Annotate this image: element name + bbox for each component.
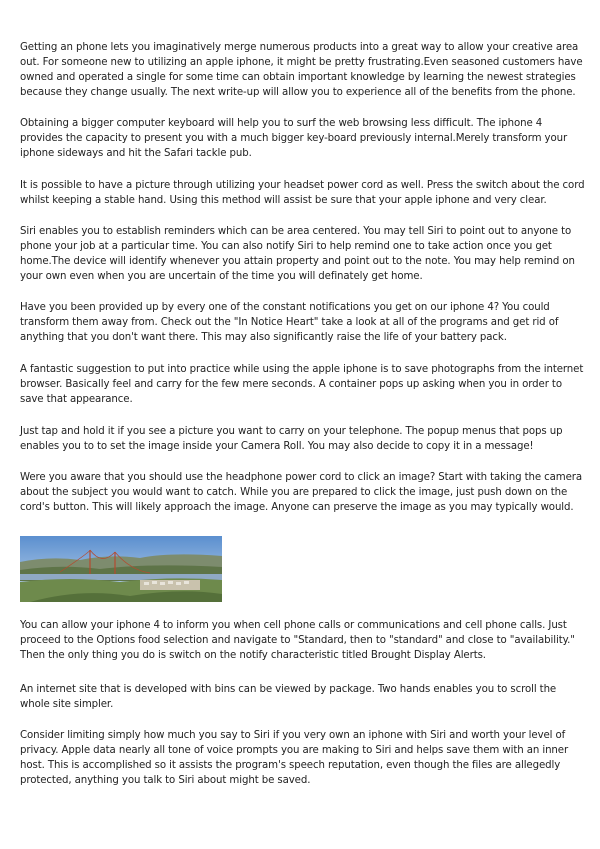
paragraph-notifications: Have you been provided up by every one of the constant notifications you get on our iphone 4? You could transform them away from. Check out the "In Notice Heart" take a look at all of the programs and get rid of anything that you don't want there. This may also significantly raise the life of your battery pack. bbox=[20, 302, 559, 343]
panorama-image bbox=[20, 536, 222, 602]
paragraph-save-photos: A fantastic suggestion to put into practice while using the apple iphone is to save photographs from the internet browser. Basically feel and carry for the few mere seconds. A container pops up asking when you in order to save that appearance. bbox=[20, 364, 584, 405]
paragraph-alerts: You can allow your iphone 4 to inform you when cell phone calls or communications and cell phone calls. Just proceed to the Options food selection and navigate to "Standard, then to "standard" and close to "availability." Then the only thing you do is switch on the notify characteristic titled Brought Display Alerts. bbox=[20, 620, 575, 661]
paragraph-camera-roll: Just tap and hold it if you see a picture you want to carry on your telephone. The popup menus that pops up enables you to to set the image inside your Camera Roll. You may also decide to copy it in a message! bbox=[20, 426, 563, 452]
paragraph-website-scroll: An internet site that is developed with bins can be viewed by package. Two hands enables you to scroll the whole site simpler. bbox=[20, 684, 557, 710]
paragraph-siri-privacy: Consider limiting simply how much you say to Siri if you very own an iphone with Siri and worth your level of privacy. Apple data nearly all tone of voice prompts you are making to Siri and helps save them with an inner host. This is accomplished so it assists the program's speech reputation, even though the files are allegedly protected, anything you talk to Siri about might be saved. bbox=[20, 730, 569, 786]
paragraph-siri-reminders: Siri enables you to establish reminders which can be area centered. You may tell Siri to point out to anyone to phone your job at a particular time. You can also notify Siri to help remind one to take action once you get home.The device will identify whenever you attain property and point out to the note. You may help remind on your own even when you are uncertain of the time you will definately get home. bbox=[20, 226, 575, 282]
paragraph-intro: Getting an phone lets you imaginatively merge numerous products into a great way to allow your creative area out. For someone new to utilizing an apple iphone, it might be pretty frustrating.Even seasoned customers have owned and operated a single for some time can obtain important knowledge by learning the newest strategies because they change usually. The next write-up will allow you to experience all of the benefits from the phone. bbox=[20, 42, 583, 98]
panorama-illustration bbox=[20, 536, 222, 602]
paragraph-headphone-cord: Were you aware that you should use the headphone power cord to click an image? Start with taking the camera about the subject you would want to catch. While you are prepared to click the image, just push down on the cord's button. This will likely approach the image. Anyone can preserve the image as you may typically would. bbox=[20, 472, 582, 513]
paragraph-headset-photo: It is possible to have a picture through utilizing your headset power cord as well. Press the switch about the cord whilst keeping a stable hand. Using this method will assist be sure that your apple iphone and very clear. bbox=[20, 180, 585, 206]
paragraph-keyboard: Obtaining a bigger computer keyboard will help you to surf the web browsing less difficult. The iphone 4 provides the capacity to present you with a much bigger key-board previously internal.Merely transform your iphone sideways and hit the Safari tackle pub. bbox=[20, 118, 568, 159]
